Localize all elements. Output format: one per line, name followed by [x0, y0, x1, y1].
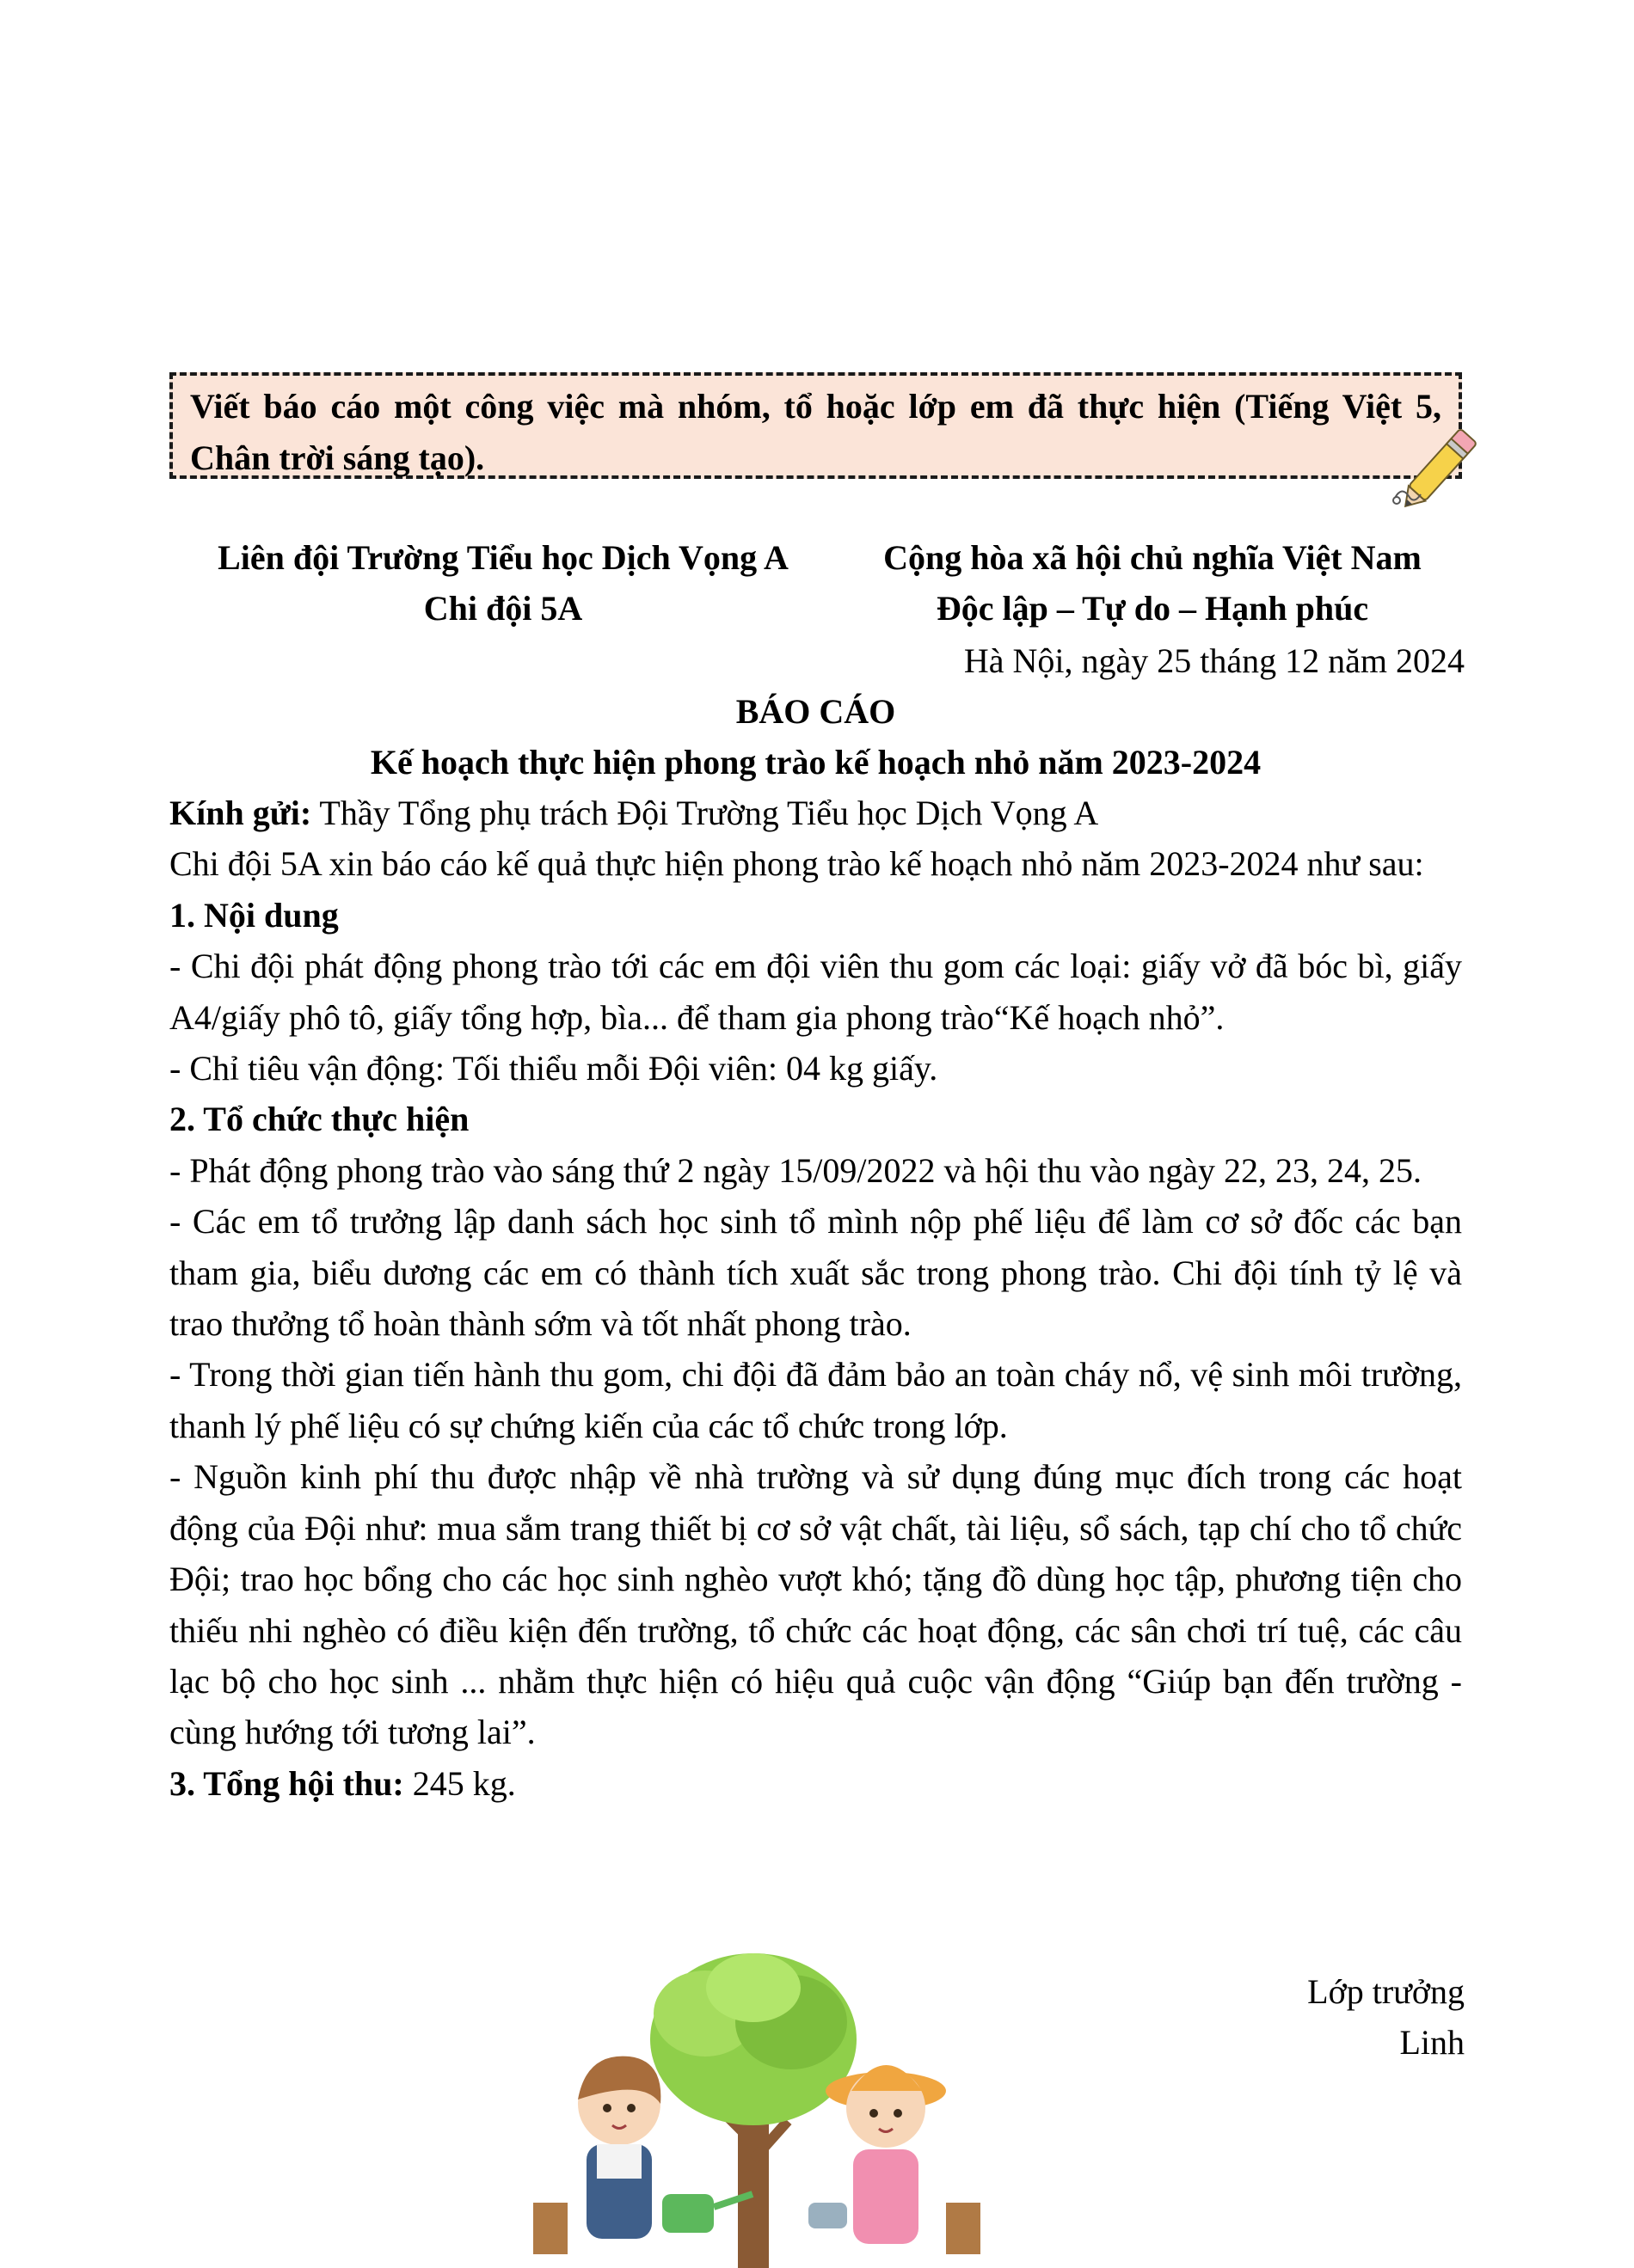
signature-name: Linh	[1399, 2023, 1465, 2062]
document-title: BÁO CÁO	[735, 692, 896, 731]
country-name: Cộng hòa xã hội chủ nghĩa Việt Nam	[883, 538, 1422, 577]
document-subtitle: Kế hoạch thực hiện phong trào kế hoạch nhỏ năm 2023-2024	[370, 743, 1262, 782]
tree-children-illustration	[533, 1945, 980, 2268]
document-date: Hà Nội, ngày 25 tháng 12 năm 2024	[963, 641, 1465, 680]
prompt-text: Viết báo cáo một công việc mà nhóm, tổ hoặc lớp em đã thực hiện (Tiếng Việt 5, Chân trời sáng tạo).	[190, 387, 1441, 477]
intro-paragraph: Chi đội 5A xin báo cáo kế quả thực hiện phong trào kế hoạch nhỏ năm 2023-2024 như sau:	[169, 844, 1424, 884]
signature-block	[1307, 1966, 1465, 2068]
section3-value: 245 kg.	[403, 1763, 516, 1803]
signature-role: Lớp trưởng	[1307, 1972, 1465, 2011]
section1-item: - Chi đội phát động phong trào tới các em đội viên thu gom các loại: giấy vở đã bóc bì, giấy A4/giấy phô tô, giấy tổng hợp, bìa... để tham gia phong trào“Kế hoạch nhỏ”.	[169, 947, 1462, 1037]
motto: Độc lập – Tự do – Hạnh phúc	[936, 589, 1369, 628]
section2-item: - Các em tổ trưởng lập danh sách học sinh tổ mình nộp phế liệu để làm cơ sở đốc các bạn tham gia, biểu dương các em có thành tích xuất sắc trong phong trào. Chi đội tính tỷ lệ và trao thưởng tổ hoàn thành sớm và tốt nhất phong trào.	[169, 1202, 1462, 1344]
union-name: Liên đội Trường Tiểu học Dịch Vọng A	[218, 538, 789, 577]
section2-item: - Trong thời gian tiến hành thu gom, chi đội đã đảm bảo an toàn cháy nổ, vệ sinh môi trường, thanh lý phế liệu có sự chứng kiến của các tổ chức trong lớp.	[169, 1355, 1462, 1445]
header-left	[163, 532, 843, 634]
pencil-icon	[1386, 416, 1502, 511]
section3	[169, 1758, 1462, 1809]
prompt-box	[169, 372, 1462, 479]
greeting-label: Kính gửi:	[169, 794, 312, 832]
class-name: Chi đội 5A	[423, 589, 583, 628]
header-right	[843, 532, 1462, 634]
greeting	[169, 788, 1462, 838]
section2-heading: 2. Tổ chức thực hiện	[169, 1100, 470, 1139]
greeting-recipient: Thầy Tổng phụ trách Đội Trường Tiểu học Dịch Vọng A	[311, 794, 1099, 832]
section2-item: - Nguồn kinh phí thu được nhập về nhà trường và sử dụng đúng mục đích trong các hoạt động của Đội như: mua sắm trang thiết bị cơ sở vật chất, tài liệu, sổ sách, tạp chí cho tổ chức Đội; trao học bổng cho các học sinh nghèo vượt khó; tặng đồ dùng học tập, phương tiện cho thiếu nhi nghèo có điều kiện đến trường, tổ chức các hoạt động, các sân chơi trí tuệ, các câu lạc bộ cho học sinh ... nhằm thực hiện có hiệu quả cuộc vận động “Giúp bạn đến trường - cùng hướng tới tương lai”.	[169, 1457, 1462, 1752]
section3-heading: 3. Tổng hội thu:	[169, 1763, 404, 1803]
section1-item: - Chỉ tiêu vận động: Tối thiểu mỗi Đội viên: 04 kg giấy.	[169, 1049, 938, 1088]
report-body	[169, 788, 1462, 1809]
section2-item: - Phát động phong trào vào sáng thứ 2 ngày 15/09/2022 và hội thu vào ngày 22, 23, 24, 25.	[169, 1150, 1422, 1190]
section1-heading: 1. Nội dung	[169, 895, 339, 935]
